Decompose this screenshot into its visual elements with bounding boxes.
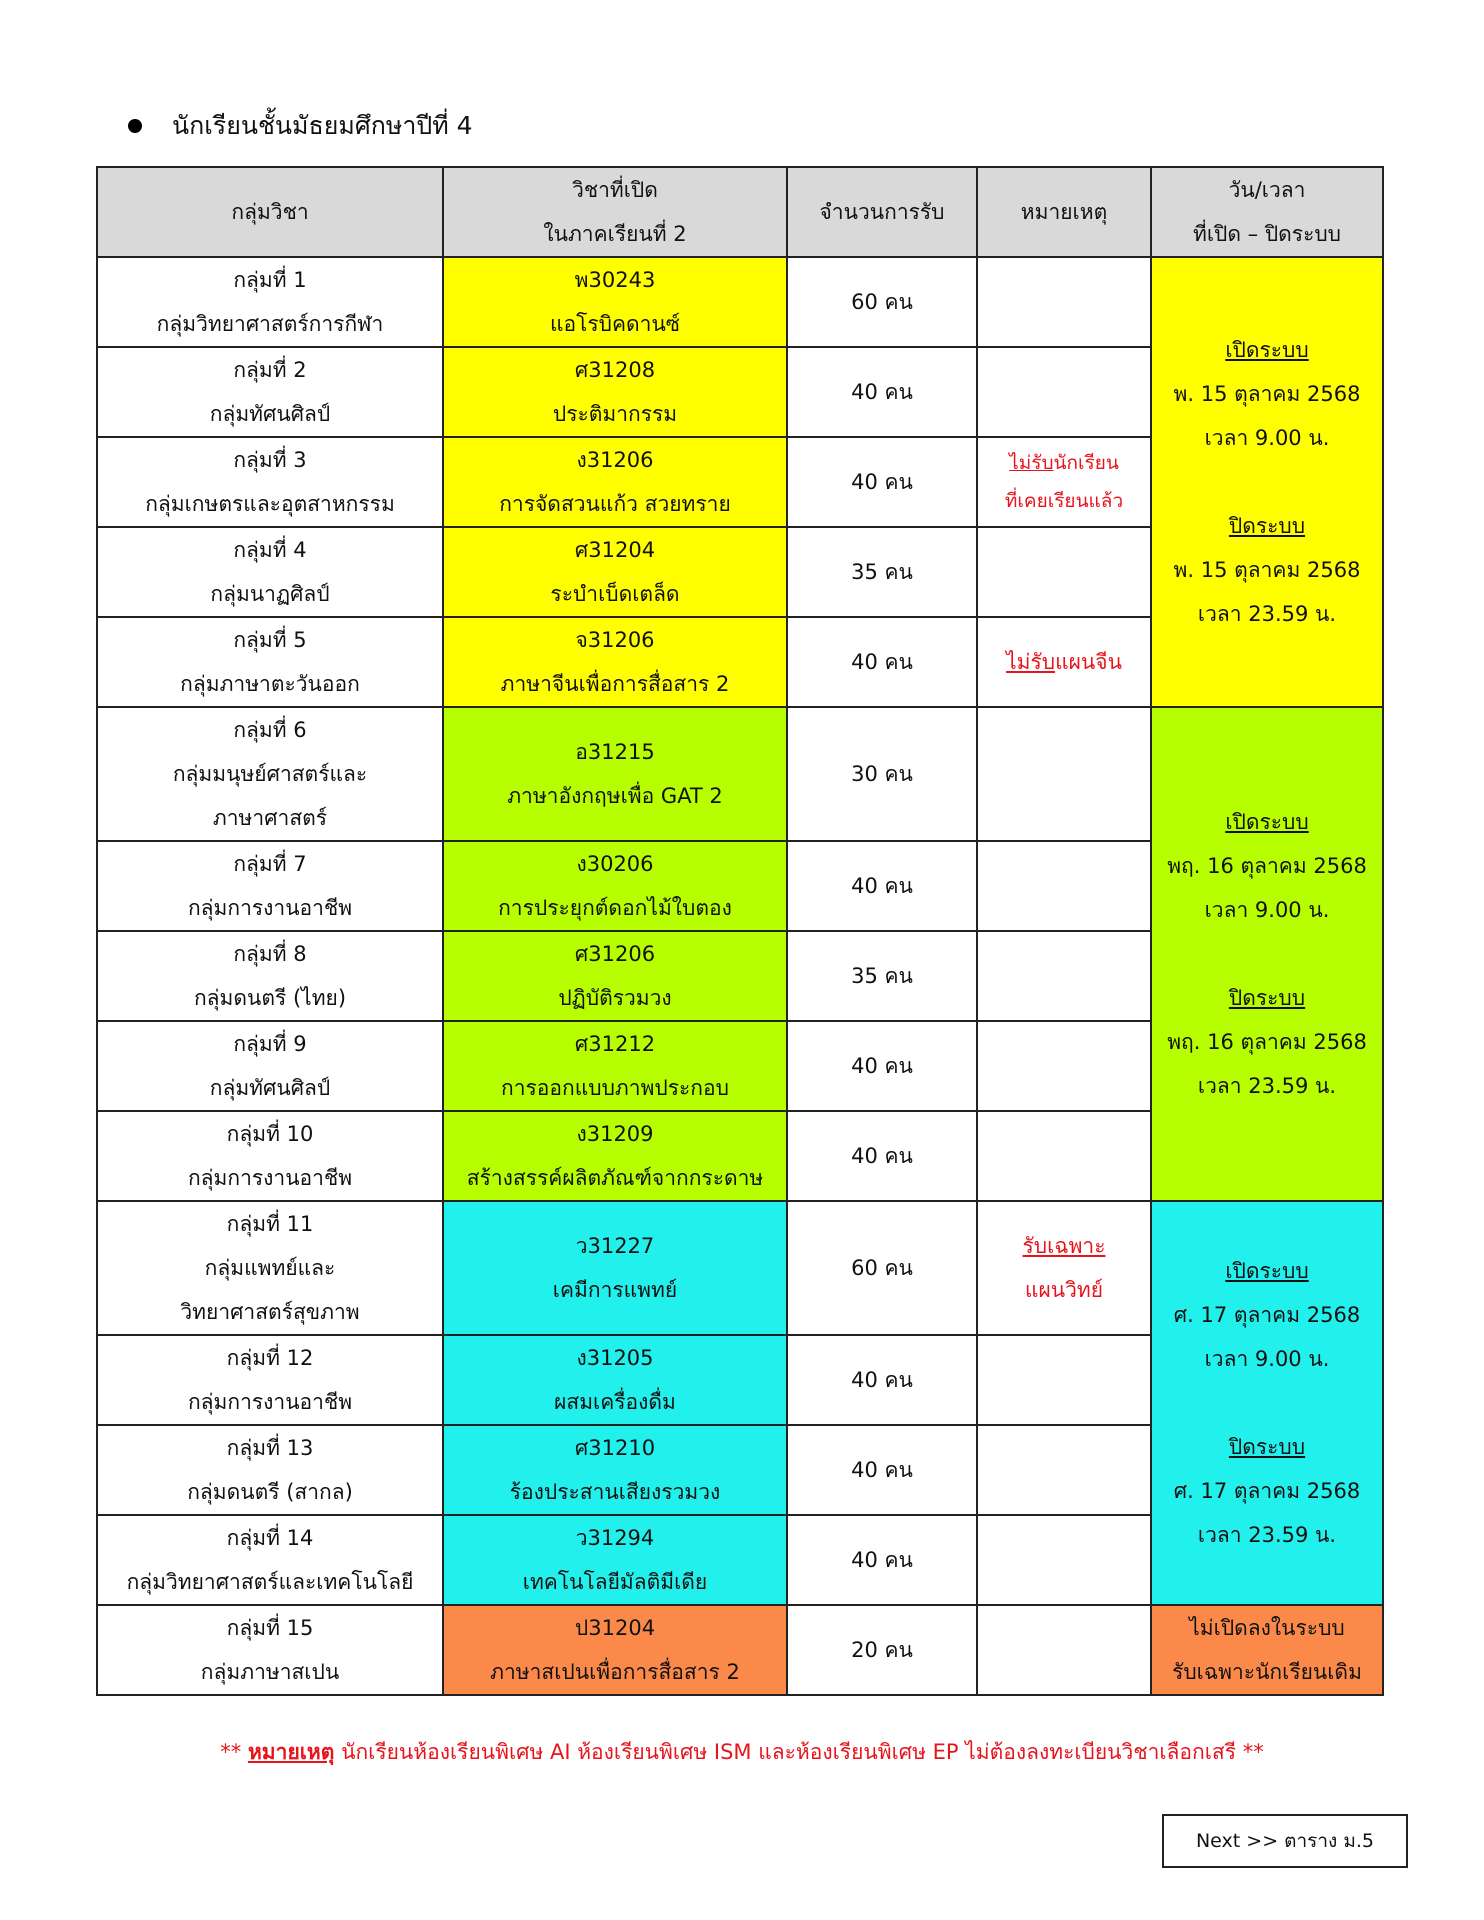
group-cell: กลุ่มที่ 12 กลุ่มการงานอาชีพ <box>97 1335 443 1425</box>
group-cell: กลุ่มที่ 8 กลุ่มดนตรี (ไทย) <box>97 931 443 1021</box>
note-cell: ไม่รับนักเรียน ที่เคยเรียนแล้ว <box>977 437 1151 527</box>
group-cell: กลุ่มที่ 13 กลุ่มดนตรี (สากล) <box>97 1425 443 1515</box>
note-cell <box>977 1515 1151 1605</box>
group-cell: กลุ่มที่ 10 กลุ่มการงานอาชีพ <box>97 1111 443 1201</box>
elective-table <box>96 166 1384 1696</box>
subject-cell: ศ31210 ร้องประสานเสียงรวมวง <box>443 1425 787 1515</box>
group-cell: กลุ่มที่ 11 กลุ่มแพทย์และ วิทยาศาสตร์สุขภาพ <box>97 1201 443 1335</box>
note-cell: ไม่รับแผนจีน <box>977 617 1151 707</box>
note-cell <box>977 1021 1151 1111</box>
group-cell: กลุ่มที่ 15 กลุ่มภาษาสเปน <box>97 1605 443 1695</box>
group-cell: กลุ่มที่ 1 กลุ่มวิทยาศาสตร์การกีฬา <box>97 257 443 347</box>
subject-cell: ศ31212 การออกแบบภาพประกอบ <box>443 1021 787 1111</box>
note-cell <box>977 1111 1151 1201</box>
note-cell <box>977 707 1151 841</box>
subject-cell: จ31206 ภาษาจีนเพื่อการสื่อสาร 2 <box>443 617 787 707</box>
group-cell: กลุ่มที่ 6 กลุ่มมนุษย์ศาสตร์และ ภาษาศาสตร์ <box>97 707 443 841</box>
note-cell <box>977 1605 1151 1695</box>
header-row <box>97 167 1383 257</box>
note-cell <box>977 1335 1151 1425</box>
subject-cell: ว31227 เคมีการแพทย์ <box>443 1201 787 1335</box>
capacity-cell: 30 คน <box>787 707 977 841</box>
capacity-cell: 35 คน <box>787 527 977 617</box>
capacity-cell: 40 คน <box>787 617 977 707</box>
header-capacity: จำนวนการรับ <box>787 167 977 257</box>
note-cell <box>977 527 1151 617</box>
schedule-cell: เปิดระบบ พฤ. 16 ตุลาคม 2568 เวลา 9.00 น. ปิดระบบ พฤ. 16 ตุลาคม 2568 เวลา 23.59 น. <box>1151 707 1383 1201</box>
schedule-cell: เปิดระบบ ศ. 17 ตุลาคม 2568 เวลา 9.00 น. ปิดระบบ ศ. 17 ตุลาคม 2568 เวลา 23.59 น. <box>1151 1201 1383 1605</box>
capacity-cell: 60 คน <box>787 257 977 347</box>
capacity-cell: 40 คน <box>787 347 977 437</box>
note-cell <box>977 931 1151 1021</box>
group-cell: กลุ่มที่ 4 กลุ่มนาฏศิลป์ <box>97 527 443 617</box>
footnote-label: หมายเหตุ <box>247 1740 335 1764</box>
page-heading <box>128 106 473 146</box>
subject-cell: ศ31208 ประติมากรรม <box>443 347 787 437</box>
footnote: ** หมายเหตุ นักเรียนห้องเรียนพิเศษ AI ห้องเรียนพิเศษ ISM และห้องเรียนพิเศษ EP ไม่ต้องลงทะเบียนวิชาเลือกเสรี ** <box>220 1740 1264 1764</box>
subject-cell: ศ31204 ระบำเบ็ดเตล็ด <box>443 527 787 617</box>
group-cell: กลุ่มที่ 2 กลุ่มทัศนศิลป์ <box>97 347 443 437</box>
capacity-cell: 40 คน <box>787 437 977 527</box>
schedule-cell: ไม่เปิดลงในระบบ รับเฉพาะนักเรียนเดิม <box>1151 1605 1383 1695</box>
capacity-cell: 40 คน <box>787 1021 977 1111</box>
table-row <box>97 257 1383 347</box>
group-cell: กลุ่มที่ 7 กลุ่มการงานอาชีพ <box>97 841 443 931</box>
table-row <box>97 707 1383 841</box>
heading-text: นักเรียนชั้นมัธยมศึกษาปีที่ 4 <box>172 111 473 140</box>
next-button[interactable]: Next >> ตาราง ม.5 <box>1162 1814 1408 1868</box>
capacity-cell: 40 คน <box>787 1515 977 1605</box>
subject-cell: ศ31206 ปฏิบัติรวมวง <box>443 931 787 1021</box>
group-cell: กลุ่มที่ 14 กลุ่มวิทยาศาสตร์และเทคโนโลยี <box>97 1515 443 1605</box>
group-cell: กลุ่มที่ 3 กลุ่มเกษตรและอุตสาหกรรม <box>97 437 443 527</box>
capacity-cell: 40 คน <box>787 841 977 931</box>
capacity-cell: 60 คน <box>787 1201 977 1335</box>
capacity-cell: 40 คน <box>787 1111 977 1201</box>
note-cell <box>977 347 1151 437</box>
note-cell <box>977 1425 1151 1515</box>
header-subject: วิชาที่เปิด ในภาคเรียนที่ 2 <box>443 167 787 257</box>
table-row <box>97 1201 1383 1335</box>
subject-cell: ป31204 ภาษาสเปนเพื่อการสื่อสาร 2 <box>443 1605 787 1695</box>
subject-cell: ว31294 เทคโนโลยีมัลติมีเดีย <box>443 1515 787 1605</box>
note-cell <box>977 257 1151 347</box>
capacity-cell: 40 คน <box>787 1335 977 1425</box>
note-cell <box>977 841 1151 931</box>
note-cell: รับเฉพาะ แผนวิทย์ <box>977 1201 1151 1335</box>
header-group: กลุ่มวิชา <box>97 167 443 257</box>
group-cell: กลุ่มที่ 9 กลุ่มทัศนศิลป์ <box>97 1021 443 1111</box>
subject-cell: พ30243 แอโรบิคดานซ์ <box>443 257 787 347</box>
subject-cell: อ31215 ภาษาอังกฤษเพื่อ GAT 2 <box>443 707 787 841</box>
header-datetime: วัน/เวลา ที่เปิด – ปิดระบบ <box>1151 167 1383 257</box>
group-cell: กลุ่มที่ 5 กลุ่มภาษาตะวันออก <box>97 617 443 707</box>
bullet-icon <box>128 119 142 133</box>
header-note: หมายเหตุ <box>977 167 1151 257</box>
subject-cell: ง30206 การประยุกต์ดอกไม้ใบตอง <box>443 841 787 931</box>
subject-cell: ง31209 สร้างสรรค์ผลิตภัณฑ์จากกระดาษ <box>443 1111 787 1201</box>
schedule-cell: เปิดระบบ พ. 15 ตุลาคม 2568 เวลา 9.00 น. ปิดระบบ พ. 15 ตุลาคม 2568 เวลา 23.59 น. <box>1151 257 1383 707</box>
capacity-cell: 20 คน <box>787 1605 977 1695</box>
subject-cell: ง31206 การจัดสวนแก้ว สวยทราย <box>443 437 787 527</box>
subject-cell: ง31205 ผสมเครื่องดื่ม <box>443 1335 787 1425</box>
capacity-cell: 35 คน <box>787 931 977 1021</box>
table-row <box>97 1605 1383 1695</box>
capacity-cell: 40 คน <box>787 1425 977 1515</box>
